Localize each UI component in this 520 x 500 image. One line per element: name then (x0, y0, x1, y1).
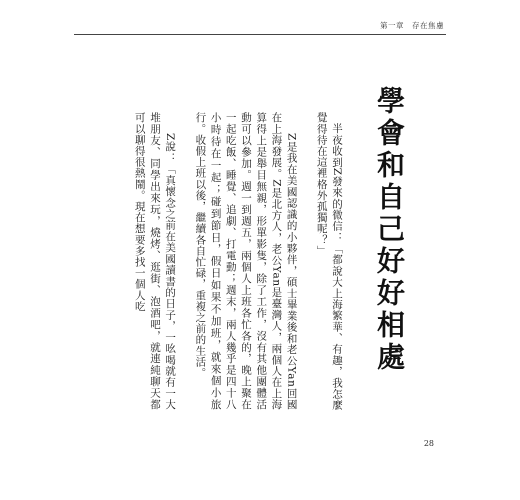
running-header (372, 20, 444, 31)
paragraph: Z說：「真懷念之前在美國讀書的日子，一吆喝就有一大堆朋友、同學出來玩，燒烤、逛街、泡酒吧，就連純聊天都可以聊得很熱鬧。現在想要多找一個人吃 (133, 112, 177, 410)
paragraph: 半夜收到Z發來的微信：「都說大上海繁華、有趣，我怎麼覺得待在這裡格外孤獨呢？」 (315, 112, 343, 410)
page-number: 28 (423, 439, 434, 448)
paragraph: Z是我在美國認識的小夥伴，碩士畢業後和老公Yan回國在上海發展。Z是北方人，老公Yan是臺灣人，兩個人在上海算得上是舉目無親，形單影隻，除了工作，沒有其他團體活動可以參加。週一到週五，兩個人上班各忙各的，晚上聚在一起吃飯、睡覺、追劇、打電動；週末，兩人幾乎是四十八小時待在一起；碰到節日，假日如果不加班，就來個小旅行。收假上班以後，繼續各自忙碌，重複之前的生活。 (194, 112, 298, 410)
section-label: 存在焦慮 (412, 21, 444, 30)
chapter-title: 學會和自己好好相處 (373, 86, 406, 374)
body-text (117, 112, 344, 410)
chapter-label: 第一章 (380, 21, 404, 30)
header-rule (74, 34, 446, 35)
